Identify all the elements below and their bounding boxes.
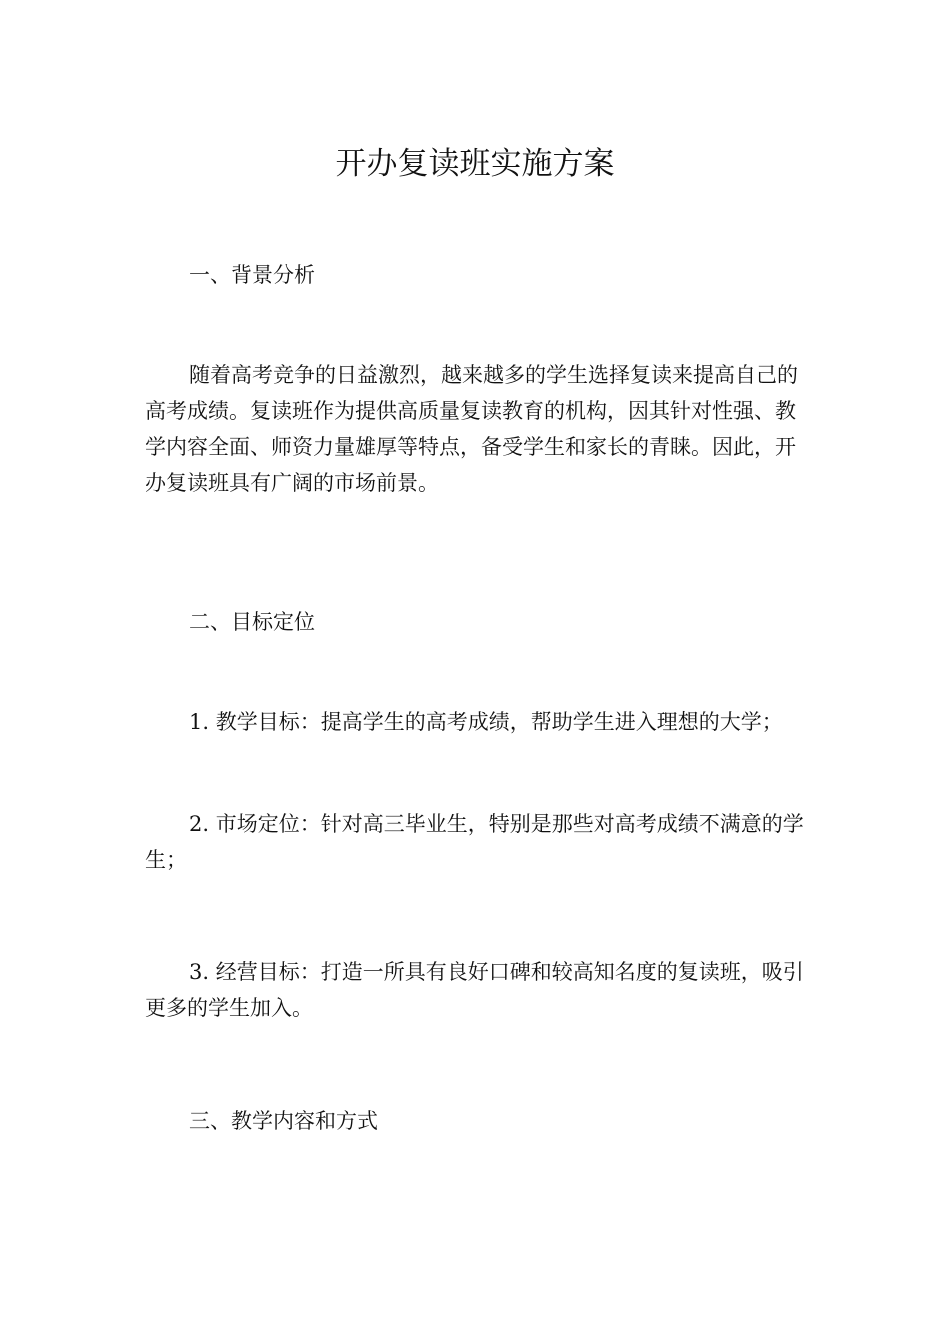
section-heading-background: 一、背景分析 xyxy=(189,263,315,287)
document-title: 开办复读班实施方案 xyxy=(335,146,615,182)
goal-market-item: 2. 市场定位：针对高三毕业生，特别是那些对高考成绩不满意的学生； xyxy=(145,812,804,872)
goal-operation-item: 3. 经营目标：打造一所具有良好口碑和较高知名度的复读班，吸引更多的学生加入。 xyxy=(145,960,804,1020)
section-heading-content: 三、教学内容和方式 xyxy=(189,1109,378,1133)
goal-teaching-item: 1. 教学目标：提高学生的高考成绩，帮助学生进入理想的大学； xyxy=(189,710,783,734)
section-heading-goals: 二、目标定位 xyxy=(189,610,315,634)
background-paragraph: 随着高考竞争的日益激烈，越来越多的学生选择复读来提高自己的高考成绩。复读班作为提供高质量复读教育的机构，因其针对性强、教学内容全面、师资力量雄厚等特点，备受学生和家长的青睐。因此，开办复读班具有广阔的市场前景。 xyxy=(145,363,798,495)
